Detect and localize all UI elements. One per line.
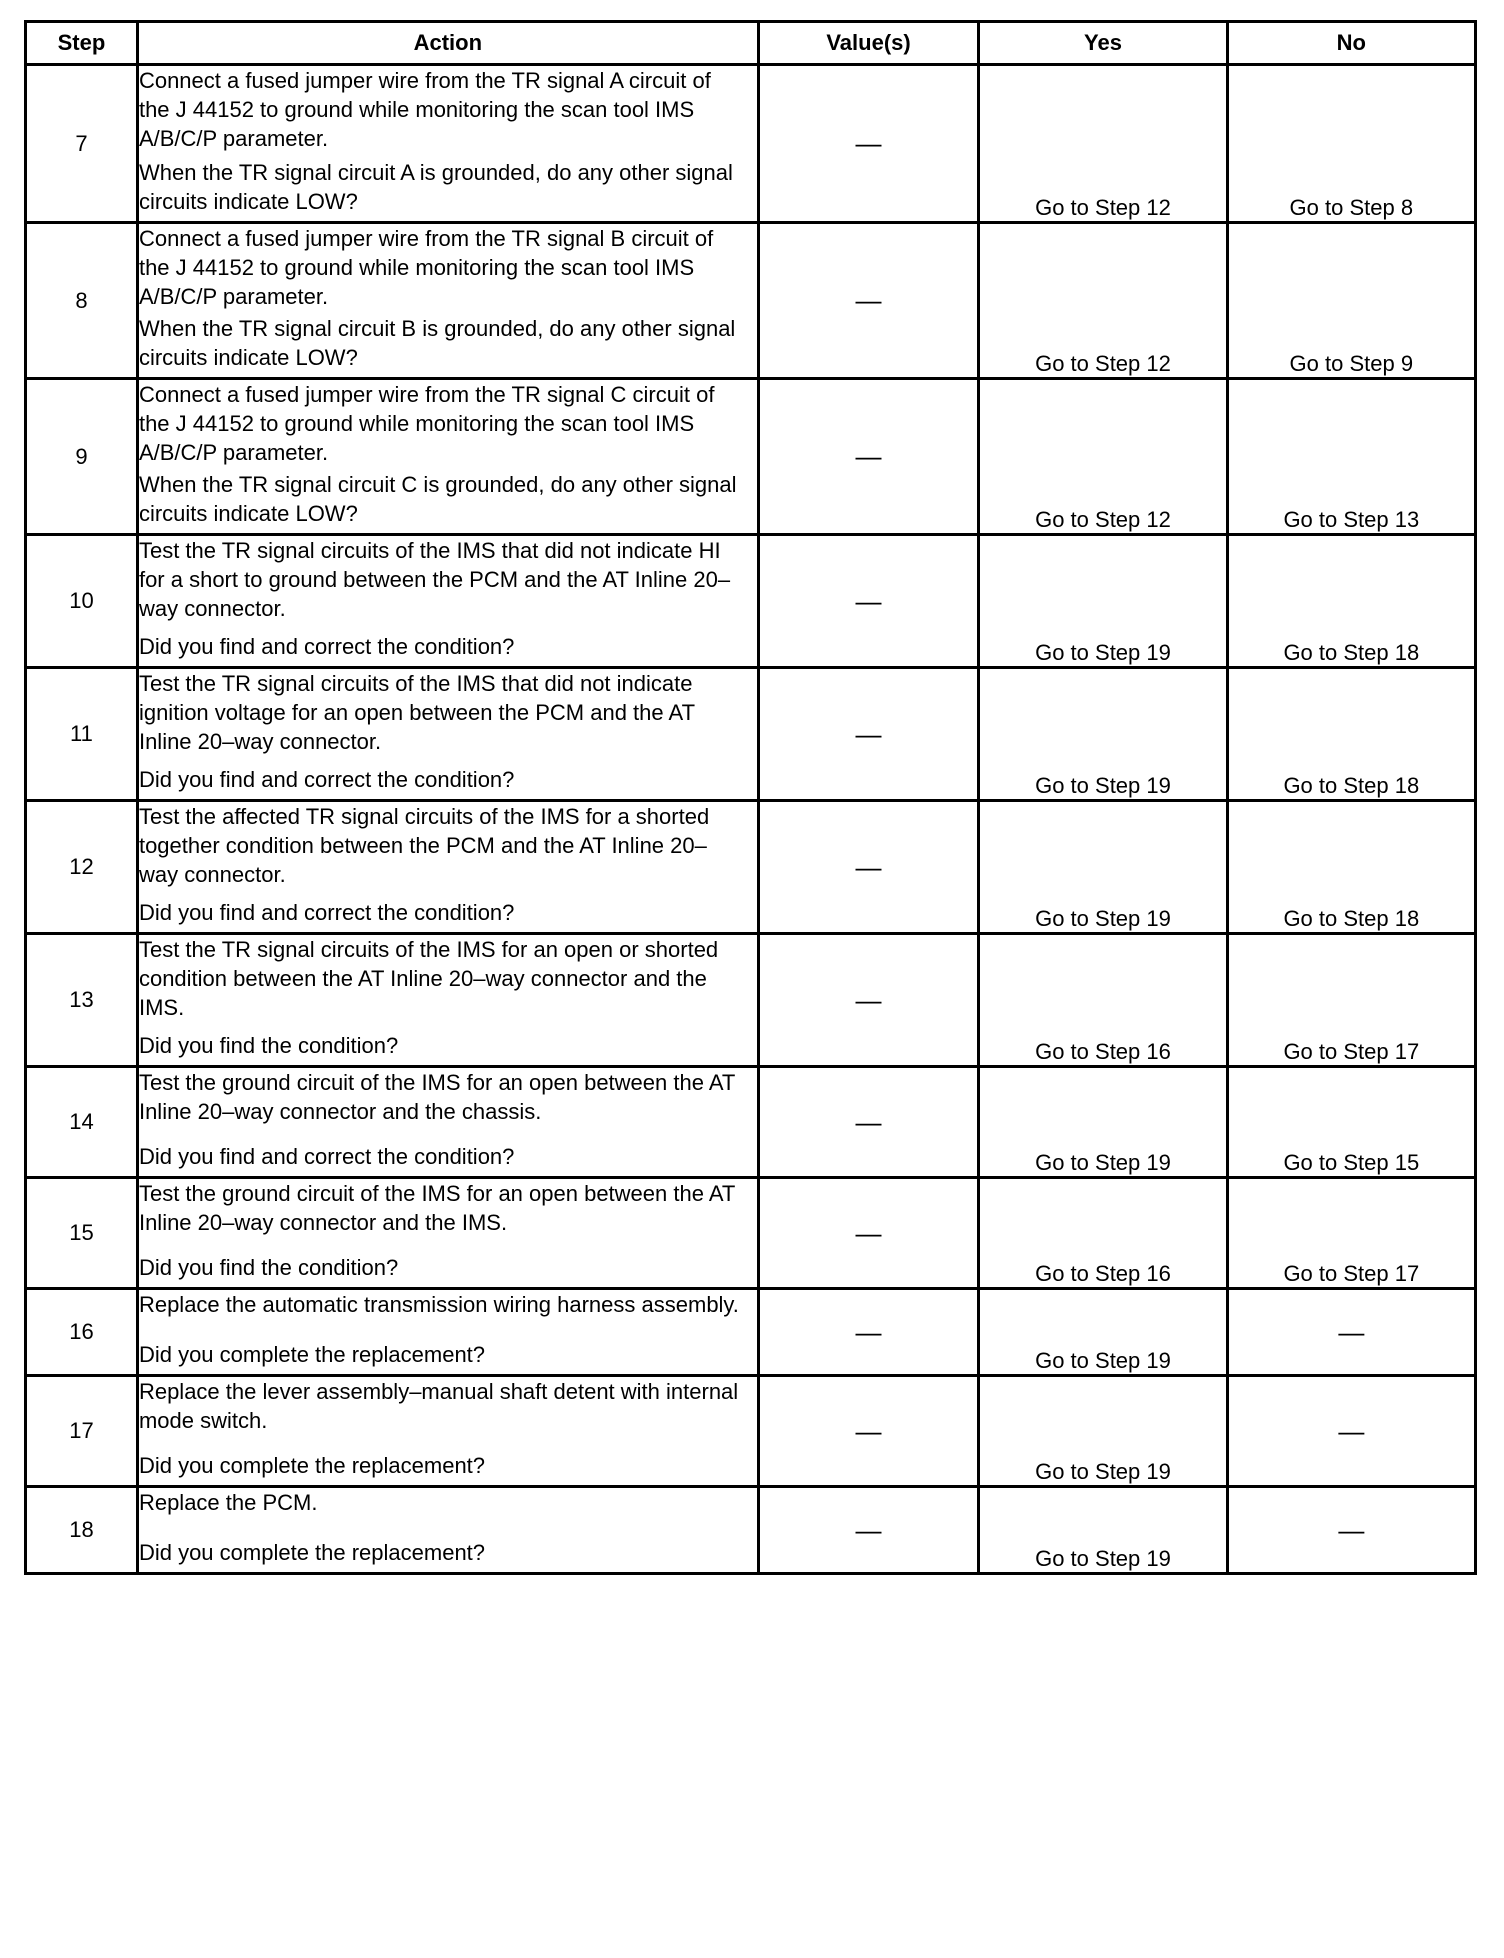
no-cell: Go to Step 17: [1227, 1178, 1475, 1289]
action-cell: [137, 1067, 758, 1178]
value-cell: —: [758, 535, 979, 668]
yes-cell: Go to Step 12: [979, 379, 1227, 535]
action-question: Did you complete the replacement?: [138, 1453, 486, 1478]
table-row: [26, 65, 1476, 223]
no-cell: —: [1227, 1487, 1475, 1574]
step-number: 11: [26, 668, 138, 801]
yes-cell: Go to Step 19: [979, 1067, 1227, 1178]
action-cell: [137, 1178, 758, 1289]
yes-cell: Go to Step 19: [979, 1376, 1227, 1487]
table-row: [26, 1178, 1476, 1289]
table-row: [26, 934, 1476, 1067]
action-question: Did you find and correct the condition?: [138, 1144, 515, 1169]
yes-cell: Go to Step 16: [979, 934, 1227, 1067]
action-instruction: Test the TR signal circuits of the IMS that did not indicate ignition voltage for an open between the PCM and the AT Inline 20–way connector.: [138, 671, 696, 754]
action-cell: [137, 668, 758, 801]
value-cell: —: [758, 1376, 979, 1487]
no-cell: —: [1227, 1376, 1475, 1487]
action-cell: [137, 934, 758, 1067]
no-cell: Go to Step 8: [1227, 65, 1475, 223]
step-number: 15: [26, 1178, 138, 1289]
action-cell: [137, 535, 758, 668]
yes-cell: Go to Step 19: [979, 801, 1227, 934]
step-number: 8: [26, 223, 138, 379]
step-number: 10: [26, 535, 138, 668]
yes-cell: Go to Step 12: [979, 65, 1227, 223]
header-action: Action: [137, 22, 758, 65]
action-cell: [137, 65, 758, 223]
header-step: Step: [26, 22, 138, 65]
action-instruction: Replace the automatic transmission wiring harness assembly.: [138, 1292, 739, 1317]
value-cell: —: [758, 1289, 979, 1376]
table-row: [26, 1067, 1476, 1178]
step-number: 7: [26, 65, 138, 223]
yes-cell: Go to Step 19: [979, 1487, 1227, 1574]
value-cell: —: [758, 1178, 979, 1289]
table-row: [26, 379, 1476, 535]
table-row: [26, 1289, 1476, 1376]
action-question: Did you complete the replacement?: [138, 1540, 486, 1565]
step-number: 16: [26, 1289, 138, 1376]
value-cell: —: [758, 65, 979, 223]
action-cell: [137, 1289, 758, 1376]
action-question: When the TR signal circuit C is grounded, do any other signal circuits indicate LOW?: [138, 472, 737, 526]
step-number: 18: [26, 1487, 138, 1574]
value-cell: —: [758, 801, 979, 934]
yes-cell: Go to Step 19: [979, 668, 1227, 801]
action-question: Did you find and correct the condition?: [138, 900, 515, 925]
action-cell: [137, 1376, 758, 1487]
table-row: [26, 1376, 1476, 1487]
action-instruction: Test the TR signal circuits of the IMS that did not indicate HI for a short to ground between the PCM and the AT Inline 20– way connector.: [138, 538, 731, 621]
no-cell: Go to Step 18: [1227, 668, 1475, 801]
no-cell: Go to Step 13: [1227, 379, 1475, 535]
action-instruction: Test the ground circuit of the IMS for an open between the AT Inline 20–way connector and the IMS.: [138, 1181, 736, 1235]
value-cell: —: [758, 379, 979, 535]
table-row: [26, 1487, 1476, 1574]
no-cell: —: [1227, 1289, 1475, 1376]
action-instruction: Connect a fused jumper wire from the TR signal B circuit of the J 44152 to ground while monitoring the scan tool IMS A/B/C/P parameter.: [138, 226, 714, 309]
step-number: 13: [26, 934, 138, 1067]
action-question: Did you find the condition?: [138, 1255, 399, 1280]
action-cell: [137, 1487, 758, 1574]
yes-cell: Go to Step 19: [979, 1289, 1227, 1376]
header-values: Value(s): [758, 22, 979, 65]
action-instruction: Test the affected TR signal circuits of the IMS for a shorted together condition between the PCM and the AT Inline 20– way connector.: [138, 804, 710, 887]
action-instruction: Replace the PCM.: [138, 1490, 318, 1515]
action-cell: [137, 379, 758, 535]
value-cell: —: [758, 223, 979, 379]
step-number: 9: [26, 379, 138, 535]
action-question: When the TR signal circuit A is grounded, do any other signal circuits indicate LOW?: [138, 160, 733, 214]
no-cell: Go to Step 18: [1227, 801, 1475, 934]
step-number: 12: [26, 801, 138, 934]
yes-cell: Go to Step 12: [979, 223, 1227, 379]
step-number: 14: [26, 1067, 138, 1178]
action-cell: [137, 801, 758, 934]
action-question: When the TR signal circuit B is grounded, do any other signal circuits indicate LOW?: [138, 316, 736, 370]
diagnostic-table: [24, 20, 1477, 1575]
value-cell: —: [758, 1067, 979, 1178]
action-question: Did you complete the replacement?: [138, 1342, 486, 1367]
action-instruction: Test the ground circuit of the IMS for an open between the AT Inline 20–way connector and the chassis.: [138, 1070, 736, 1124]
value-cell: —: [758, 934, 979, 1067]
action-instruction: Connect a fused jumper wire from the TR signal C circuit of the J 44152 to ground while monitoring the scan tool IMS A/B/C/P parameter.: [138, 382, 715, 465]
header-yes: Yes: [979, 22, 1227, 65]
action-cell: [137, 223, 758, 379]
action-question: Did you find and correct the condition?: [138, 767, 515, 792]
value-cell: —: [758, 1487, 979, 1574]
table-row: [26, 801, 1476, 934]
header-row: [26, 22, 1476, 65]
no-cell: Go to Step 18: [1227, 535, 1475, 668]
table-row: [26, 223, 1476, 379]
table-row: [26, 535, 1476, 668]
action-instruction: Connect a fused jumper wire from the TR signal A circuit of the J 44152 to ground while monitoring the scan tool IMS A/B/C/P parameter.: [138, 68, 711, 151]
action-question: Did you find the condition?: [138, 1033, 399, 1058]
action-question: Did you find and correct the condition?: [138, 634, 515, 659]
no-cell: Go to Step 15: [1227, 1067, 1475, 1178]
yes-cell: Go to Step 16: [979, 1178, 1227, 1289]
value-cell: —: [758, 668, 979, 801]
no-cell: Go to Step 9: [1227, 223, 1475, 379]
table-row: [26, 668, 1476, 801]
yes-cell: Go to Step 19: [979, 535, 1227, 668]
header-no: No: [1227, 22, 1475, 65]
action-instruction: Test the TR signal circuits of the IMS for an open or shorted condition between the AT Inline 20–way connector and the IMS.: [138, 937, 719, 1020]
action-instruction: Replace the lever assembly–manual shaft detent with internal mode switch.: [138, 1379, 739, 1433]
no-cell: Go to Step 17: [1227, 934, 1475, 1067]
step-number: 17: [26, 1376, 138, 1487]
